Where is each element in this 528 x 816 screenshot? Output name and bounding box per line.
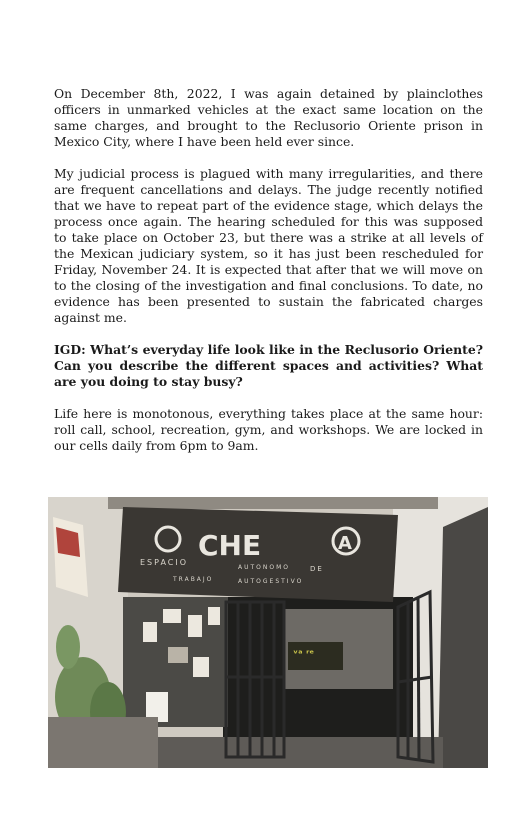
interview-question: IGD: What’s everyday life look like in the Reclusorio Oriente? Can you describe the different spaces and activities? What are you doing to stay busy? bbox=[54, 342, 483, 389]
paragraph-detention: On December 8th, 2022, I was again detained by plainclothes officers in unmarked vehicles at the exact same location on the same charges, and brought to the Reclusorio Oriente prison in Mexico City, where I have been held ever since. bbox=[54, 86, 483, 149]
article-text bbox=[54, 86, 483, 470]
svg-text:AUTONOMO: AUTONOMO bbox=[238, 564, 290, 571]
svg-text:A: A bbox=[338, 533, 352, 554]
photo-floor bbox=[158, 737, 443, 768]
svg-text:TRABAJO: TRABAJO bbox=[173, 576, 214, 583]
svg-text:ESPACIO: ESPACIO bbox=[140, 558, 189, 567]
banner-main-text: CHE bbox=[198, 529, 262, 562]
svg-text:AUTOGESTIVO: AUTOGESTIVO bbox=[238, 578, 304, 585]
svg-text:DE: DE bbox=[310, 565, 324, 573]
svg-text:ᵛᵃ ʳᵉ: ᵛᵃ ʳᵉ bbox=[293, 649, 315, 660]
photo-che-entrance bbox=[48, 497, 488, 768]
paragraph-daily-life: Life here is monotonous, everything takes place at the same hour: roll call, school, recreation, gym, and workshops. We are locked in our cells daily from 6pm to 9am. bbox=[54, 406, 483, 453]
paragraph-judicial-process: My judicial process is plagued with many irregularities, and there are frequent cancellations and delays. The judge recently notified that we have to repeat part of the evidence stage, which delays the process once again. The hearing scheduled for this was supposed to take place on October 23, but there was a strike at all levels of the Mexican judiciary system, so it has just been rescheduled for Friday, November 24. It is expected that after that we will move on to the closing of the investigation and final conclusions. To date, no evidence has been presented to sustain the fabricated charges against me. bbox=[54, 166, 483, 325]
